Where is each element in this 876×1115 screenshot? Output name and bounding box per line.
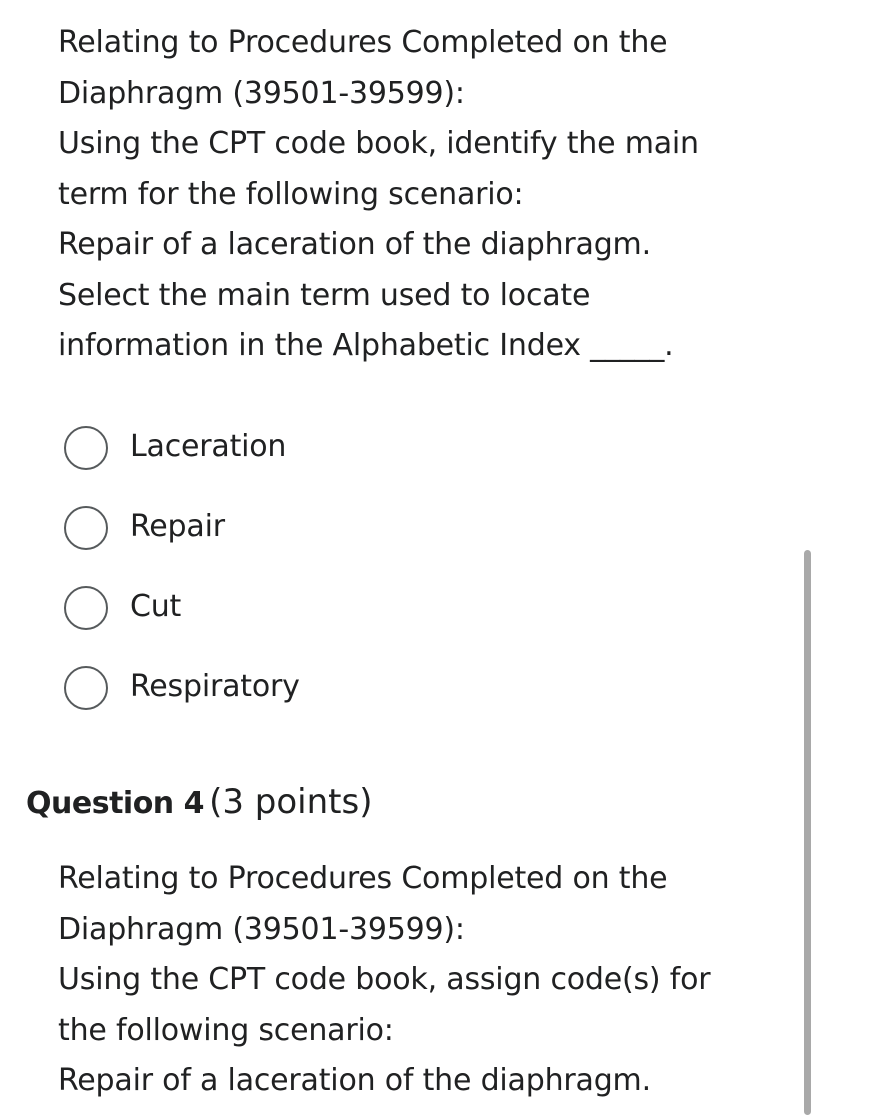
option-label[interactable]: Cut (130, 589, 182, 624)
question-4-prompt (58, 854, 778, 1107)
option-label[interactable]: Laceration (130, 429, 287, 464)
question-4-title: Question 4 (26, 786, 204, 821)
option-label[interactable]: Respiratory (130, 669, 300, 704)
option-label[interactable]: Repair (130, 509, 225, 544)
question-4-line: the following scenario: (58, 1012, 394, 1048)
question-4-line: Using the CPT code book, assign code(s) for (58, 962, 711, 997)
question-4-line: Repair of a laceration of the diaphragm. (58, 1063, 651, 1098)
scrollbar[interactable] (804, 550, 811, 1115)
question-3-line: Diaphragm (39501-39599): (58, 75, 465, 111)
question-3-line: Relating to Procedures Completed on the (58, 25, 668, 60)
radio-button[interactable] (64, 586, 108, 630)
question-3-prompt (58, 18, 778, 372)
question-4-line: Diaphragm (39501-39599): (58, 911, 465, 947)
radio-button[interactable] (64, 426, 108, 470)
question-4-line: Relating to Procedures Completed on the (58, 861, 668, 896)
question-3-line: Using the CPT code book, identify the main (58, 126, 699, 161)
question-3-line: Select the main term used to locate (58, 277, 591, 313)
question-4-points: (3 points) (209, 782, 373, 822)
question-3-line: Repair of a laceration of the diaphragm. (58, 227, 651, 262)
question-4-header (26, 782, 372, 822)
radio-button[interactable] (64, 506, 108, 550)
radio-button[interactable] (64, 666, 108, 710)
question-3-line: term for the following scenario: (58, 176, 524, 212)
question-3-line: information in the Alphabetic Index _____. (58, 328, 674, 363)
